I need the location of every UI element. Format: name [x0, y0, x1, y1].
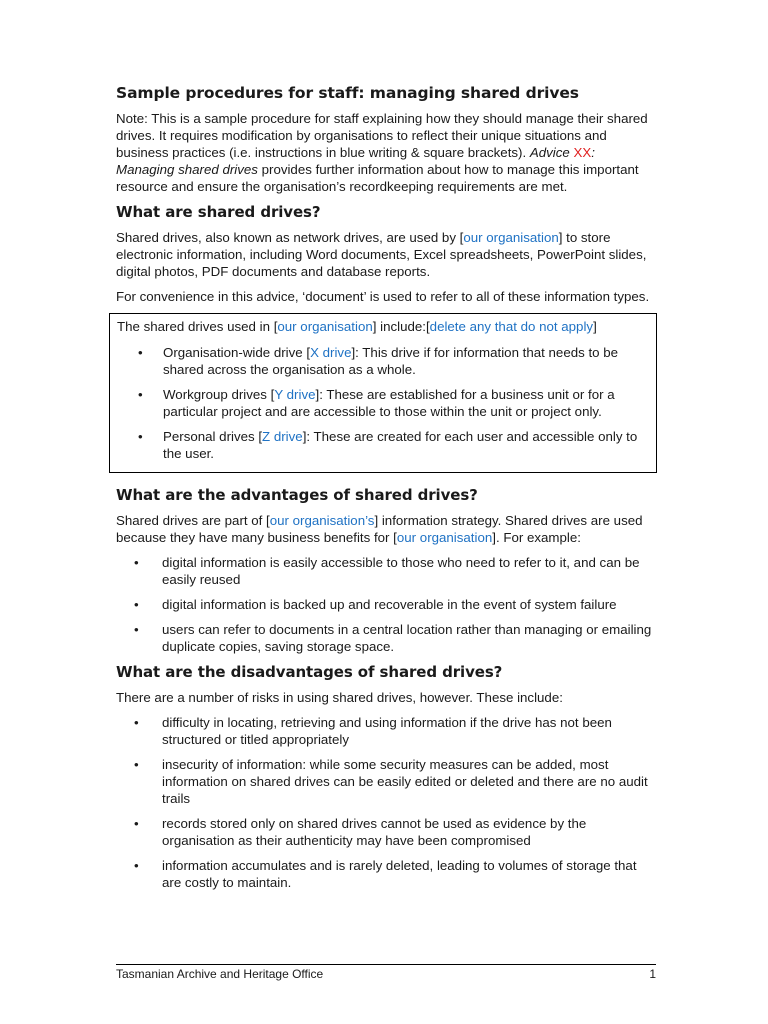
page-footer	[116, 964, 656, 981]
drive-list	[117, 344, 656, 462]
placeholder-org: our organisation’s	[269, 513, 375, 528]
placeholder-drive: Z drive	[262, 429, 303, 444]
list-item	[117, 344, 656, 378]
list-item	[116, 756, 656, 807]
note-text-2: provides further information about how to manage this important resource and ensure the organisation’s recordkeeping requirements are met.	[116, 162, 639, 194]
text-span: Shared drives are part of [	[116, 513, 270, 528]
bullet-icon: •	[134, 816, 139, 831]
disadvantages-paragraph: There are a number of risks in using shared drives, however. These include:	[116, 690, 563, 705]
bullet-icon: •	[138, 345, 143, 360]
text-span: insecurity of information: while some security measures can be added, most information on shared drives can be easily edited or deleted and there are no audit trails	[162, 757, 648, 806]
placeholder-org: our organisation	[396, 530, 493, 545]
text-span: ]	[593, 319, 597, 334]
bullet-icon: •	[134, 757, 139, 772]
page-title: Sample procedures for staff: managing shared drives	[116, 84, 579, 102]
list-item	[116, 815, 656, 849]
text-span: ]: These are established for a business unit or for a particular project and are accessible to those within the unit or project only.	[163, 387, 615, 419]
convenience-paragraph: For convenience in this advice, ‘document’ is used to refer to all of these information types.	[116, 289, 650, 304]
list-item	[117, 386, 656, 420]
list-item	[116, 714, 656, 748]
bullet-icon: •	[138, 429, 143, 444]
advice-title: Managing shared drives	[116, 162, 258, 177]
note-paragraph	[116, 110, 656, 195]
advantages-paragraph	[116, 512, 656, 546]
advice-label: Advice	[529, 145, 574, 160]
bullet-icon: •	[138, 387, 143, 402]
placeholder-drive: X drive	[310, 345, 352, 360]
note-text-1: Note: This is a sample procedure for staff explaining how they should manage their shared drives. It requires modification by organisations to reflect their unique situations and business practices (i.e. instructions in blue writing & square brackets).	[116, 111, 648, 160]
text-span: users can refer to documents in a central location rather than managing or emailing duplicate copies, saving storage space.	[162, 622, 652, 654]
bullet-icon: •	[134, 858, 139, 873]
document-page	[116, 84, 656, 899]
bullet-icon: •	[134, 597, 139, 612]
text-span: ]: This drive if for information that needs to be shared across the organisation as a whole.	[163, 345, 619, 377]
list-item	[116, 554, 656, 588]
text-span: ]: These are created for each user and accessible only to the user.	[163, 429, 638, 461]
list-item	[116, 596, 656, 613]
list-item	[117, 428, 656, 462]
list-item	[116, 621, 656, 655]
text-span: records stored only on shared drives cannot be used as evidence by the organisation as their authenticity may have been compromised	[162, 816, 587, 848]
advantages-list	[116, 554, 656, 655]
text-span: Organisation-wide drive [	[163, 345, 311, 360]
advice-code: XX	[573, 145, 592, 160]
text-span: ] information strategy. Shared drives are used because they have many business benefits for [	[116, 513, 643, 545]
text-span: ] include:[	[372, 319, 430, 334]
box-intro	[117, 318, 656, 335]
text-span: ]. For example:	[492, 530, 581, 545]
placeholder-drive: Y drive	[274, 387, 316, 402]
section-heading-disadvantages: What are the disadvantages of shared drives?	[116, 663, 503, 681]
text-span: The shared drives used in [	[117, 319, 278, 334]
placeholder-org: our organisation	[463, 230, 559, 245]
section-heading-advantages: What are the advantages of shared drives?	[116, 486, 478, 504]
placeholder-org: our organisation	[277, 319, 373, 334]
text-span: Personal drives [	[163, 429, 263, 444]
bullet-icon: •	[134, 555, 139, 570]
text-span: difficulty in locating, retrieving and using information if the drive has not been structured or titled appropriately	[162, 715, 612, 747]
text-span: Shared drives, also known as network drives, are used by [	[116, 230, 464, 245]
text-span: ] to store electronic information, including Word documents, Excel spreadsheets, PowerPoint slides, digital photos, PDF documents and database reports.	[116, 230, 647, 279]
text-span: information accumulates and is rarely deleted, leading to volumes of storage that are costly to maintain.	[162, 858, 637, 890]
page-number: 1	[649, 967, 656, 981]
section-heading-shared-drives: What are shared drives?	[116, 203, 321, 221]
bullet-icon: •	[134, 715, 139, 730]
advice-colon: :	[591, 145, 595, 160]
list-item	[116, 857, 656, 891]
disadvantages-list	[116, 714, 656, 891]
text-span: digital information is backed up and recoverable in the event of system failure	[162, 597, 617, 612]
placeholder-delete: delete any that do not apply	[429, 319, 594, 334]
bullet-icon: •	[134, 622, 139, 637]
text-span: Workgroup drives [	[163, 387, 275, 402]
shared-drives-box	[109, 313, 657, 473]
shared-drives-paragraph	[116, 229, 656, 280]
footer-org: Tasmanian Archive and Heritage Office	[116, 967, 324, 981]
text-span: digital information is easily accessible to those who need to refer to it, and can be easily reused	[162, 555, 640, 587]
